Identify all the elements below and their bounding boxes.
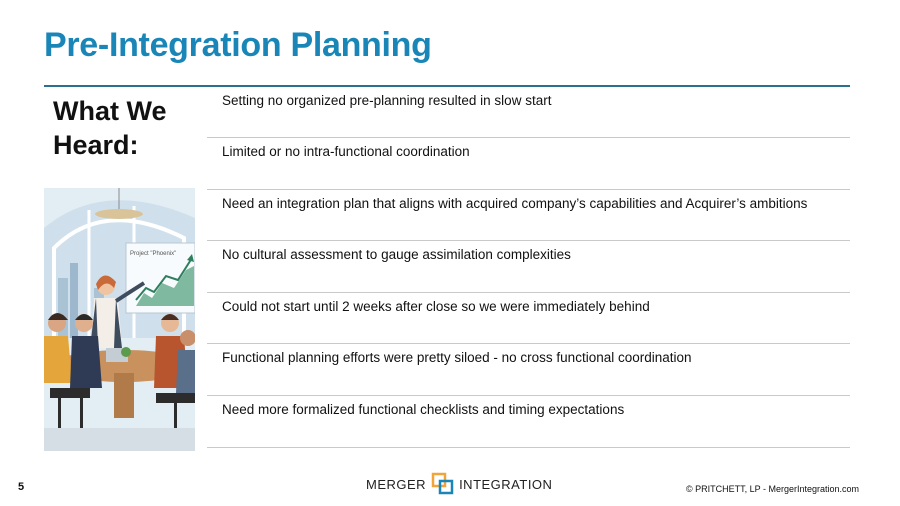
list-item: Limited or no intra-functional coordination [207, 138, 850, 190]
copyright-notice: © PRITCHETT, LP - MergerIntegration.com [686, 484, 860, 494]
logo-squares-icon [431, 472, 455, 496]
meeting-illustration-graphic [44, 188, 195, 451]
list-item: Need an integration plan that aligns with acquired company’s capabilities and Acquirer’s ambitions [207, 190, 850, 242]
list-item: Functional planning efforts were pretty siloed - no cross functional coordination [207, 344, 850, 396]
board-label: Project "Phoenix" [130, 251, 177, 257]
list-item: No cultural assessment to gauge assimilation complexities [207, 241, 850, 293]
list-item: Need more formalized functional checklists and timing expectations [207, 396, 850, 448]
feedback-list [207, 87, 850, 448]
logo-text-right: INTEGRATION [459, 476, 553, 492]
slide-title: Pre-Integration Planning [44, 26, 432, 64]
page-number: 5 [18, 481, 25, 493]
section-heading [53, 94, 167, 162]
logo-text-left: MERGER [366, 476, 427, 492]
meeting-illustration [44, 188, 195, 451]
merger-integration-logo [366, 472, 552, 496]
heading-line-1: What We [53, 96, 167, 126]
list-item: Setting no organized pre-planning resulted in slow start [207, 87, 850, 138]
heading-line-2: Heard: [53, 130, 139, 160]
list-item: Could not start until 2 weeks after close so we were immediately behind [207, 293, 850, 345]
